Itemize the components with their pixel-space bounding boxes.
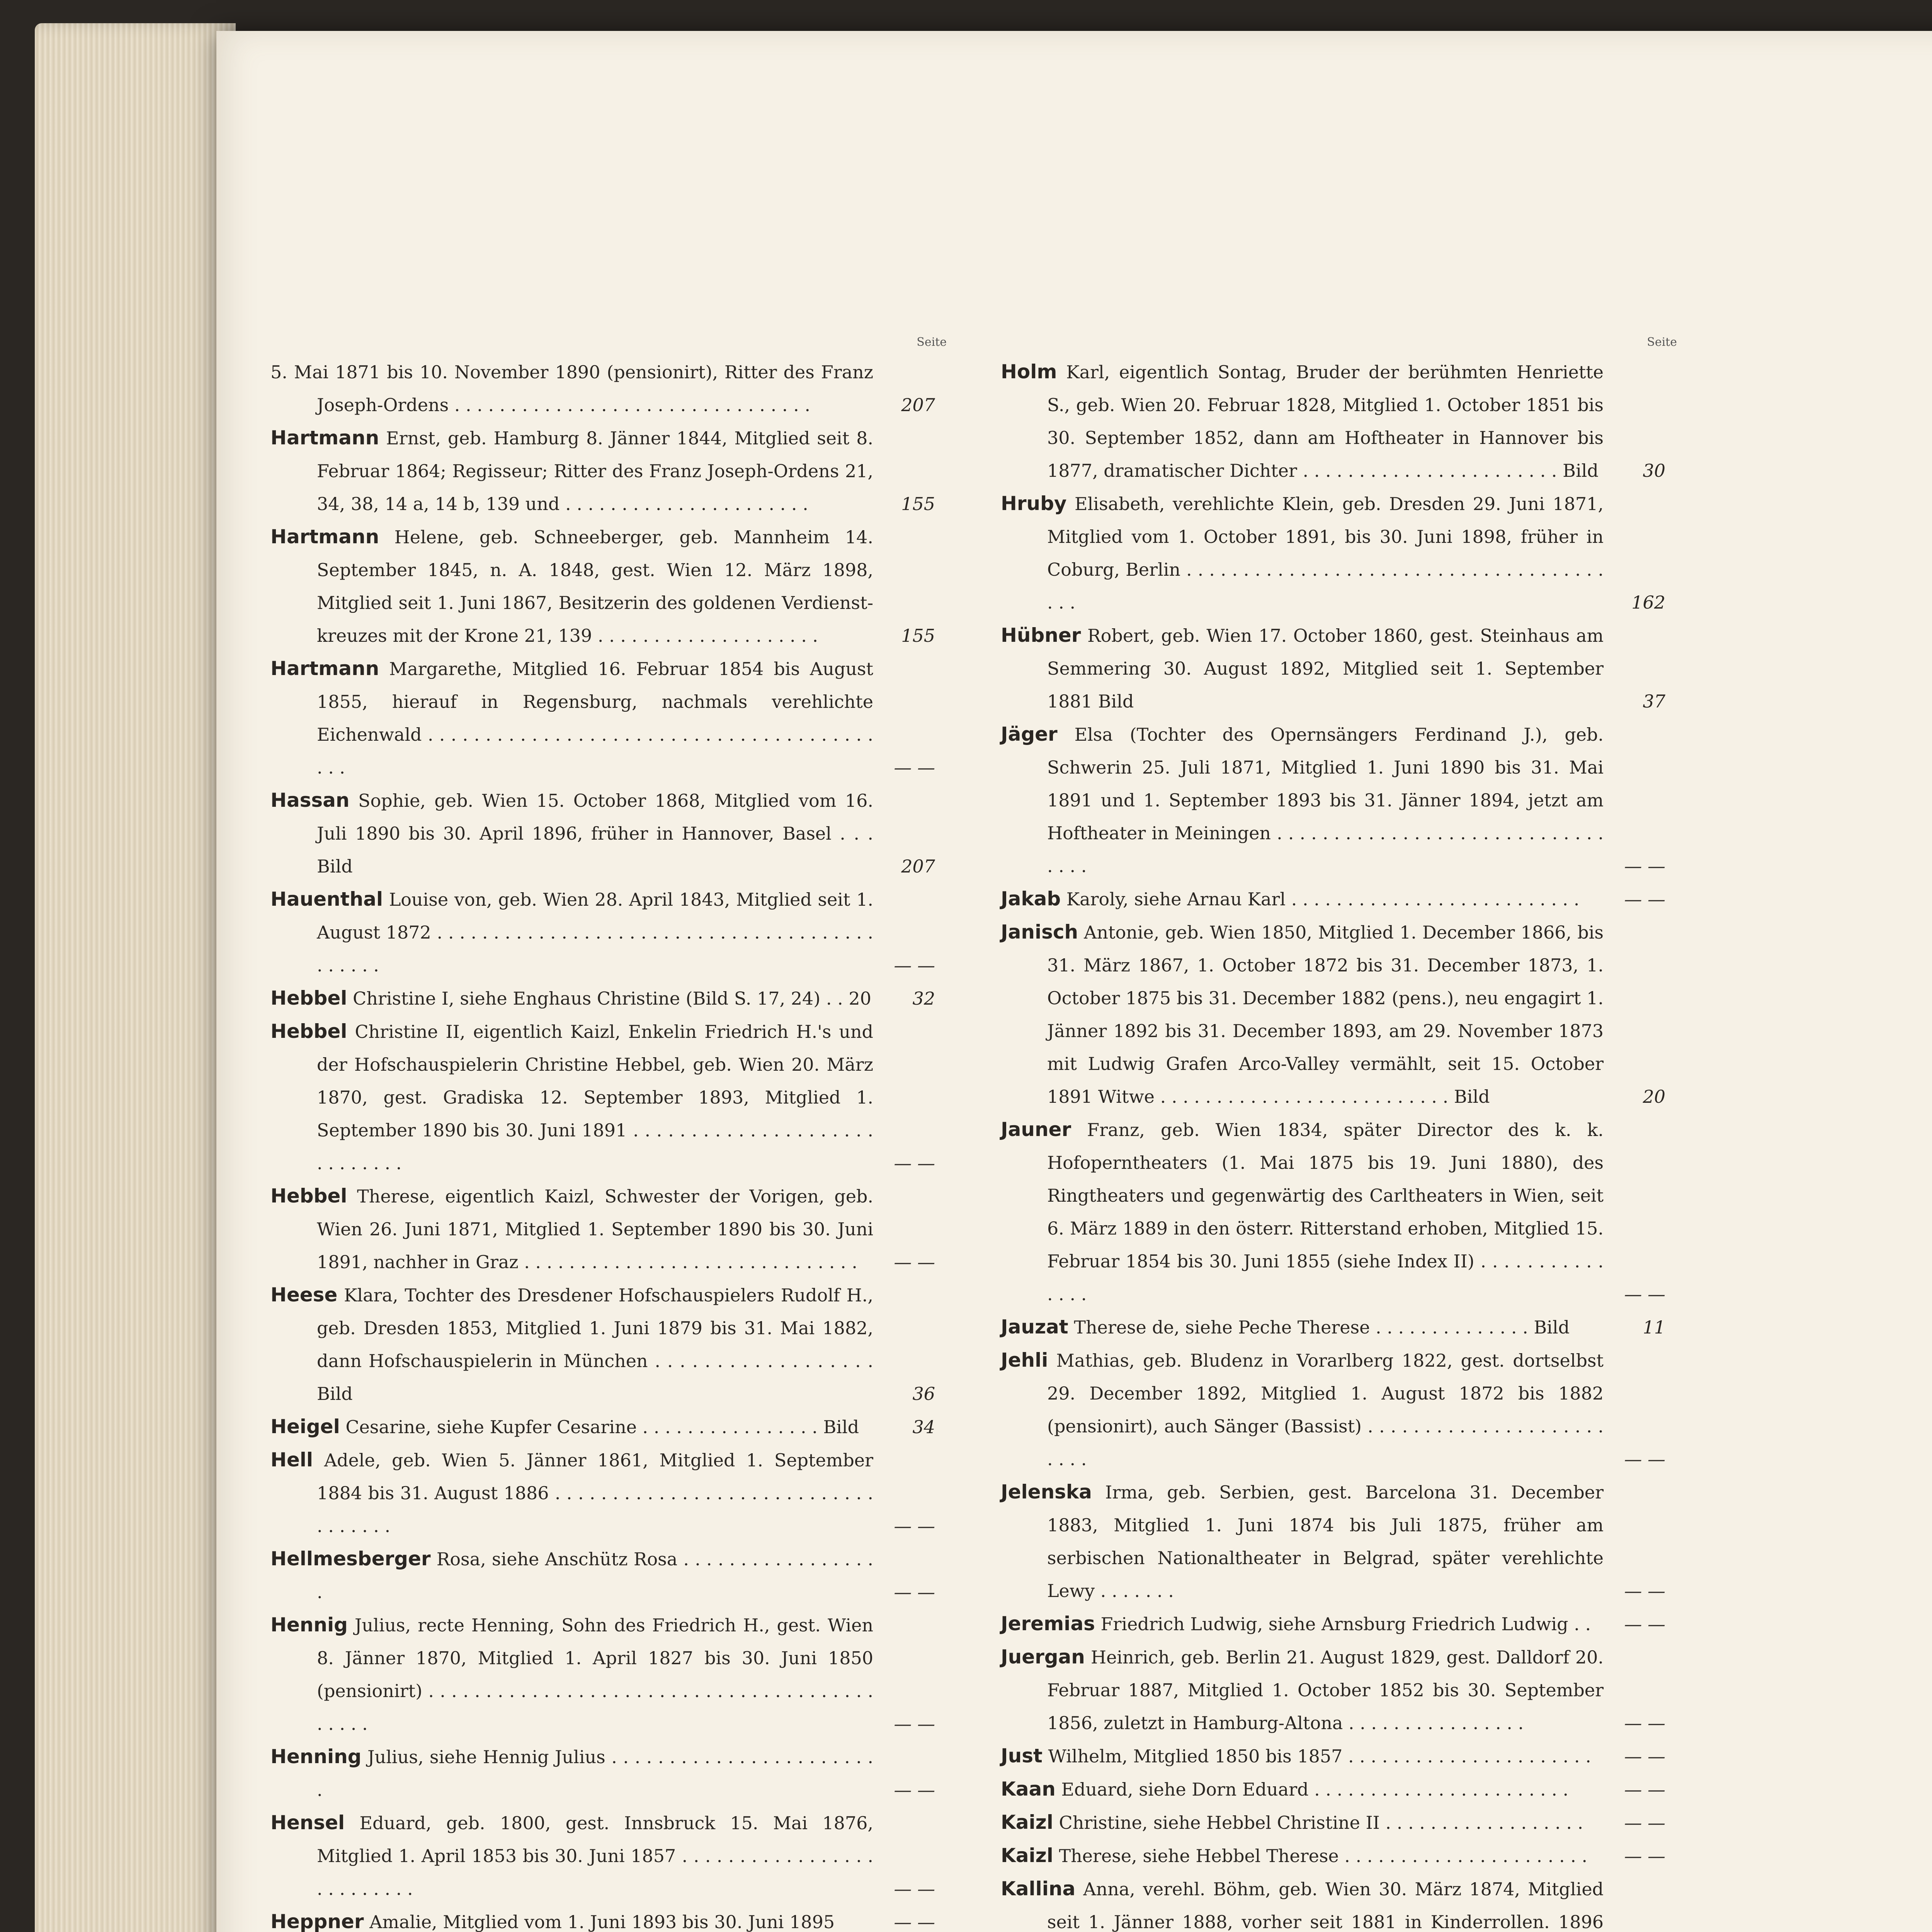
- entry-page-reference: — —: [894, 1515, 935, 1536]
- entry-text: Adele, geb. Wien 5. Jänner 1861, Mitglied 1. September 1884 bis 31. August 1886 . . . . . . . . . . . . . . . . . . . . . . . . . . . . . . . . . . .: [313, 1450, 873, 1536]
- entry-name: Kaizl: [1001, 1811, 1053, 1833]
- entry-page-reference: — —: [894, 1878, 935, 1899]
- index-entry: [270, 982, 935, 1015]
- entry-text: Klara, Tochter des Dresdener Hofschauspielers Rudolf H., geb. Dresden 1853, Mitglied 1. Juni 1879 bis 31. Mai 1882, dann Hofschauspielerin in München . . . . . . . . . . . . . . . . . . Bild: [317, 1285, 873, 1404]
- index-entry: [1001, 1113, 1665, 1311]
- entry-name: Kaizl: [1001, 1844, 1053, 1867]
- entry-text: Christine, siehe Hebbel Christine II . . . . . . . . . . . . . . . . . .: [1053, 1812, 1583, 1833]
- index-entry: [270, 1905, 935, 1932]
- entry-page-reference: — —: [1624, 1284, 1665, 1304]
- entry-text: Helene, geb. Schneeberger, geb. Mannheim 14. September 1845, n. A. 1848, gest. Wien 12. März 1898, Mitglied seit 1. Juni 1867, Besitzerin des goldenen Verdienst-kreuzes mit der Krone 21, 139 . . . . . . . . . . . . . . . . . . . .: [317, 527, 873, 646]
- index-entry: [270, 1015, 935, 1180]
- entry-name: Just: [1001, 1745, 1043, 1767]
- entry-text: Christine II, eigentlich Kaizl, Enkelin Friedrich H.'s und der Hofschauspielerin Christine Hebbel, geb. Wien 20. März 1870, gest. Gradiska 12. September 1893, Mitglied 1. September 1890 bis 30. Juni 1891 . . . . . . . . . . . . . . . . . . . . . . . . . . . . .: [317, 1021, 873, 1173]
- index-entry: [1001, 355, 1665, 487]
- left-column: [270, 335, 947, 1932]
- index-entry: [1001, 619, 1665, 718]
- entry-text: Sophie, geb. Wien 15. October 1868, Mitglied vom 16. Juli 1890 bis 30. April 1896, früher in Hannover, Basel . . . Bild: [317, 790, 873, 877]
- entry-text: Irma, geb. Serbien, gest. Barcelona 31. December 1883, Mitglied 1. Juni 1874 bis Juli 1875, früher am serbischen Nationaltheater in Belgrad, später verehlichte Lewy . . . . . . .: [1047, 1482, 1604, 1601]
- entry-page-reference: — —: [1624, 855, 1665, 876]
- entry-text: Therese, eigentlich Kaizl, Schwester der Vorigen, geb. Wien 26. Juni 1871, Mitglied 1. September 1890 bis 30. Juni 1891, nachher in Graz . . . . . . . . . . . . . . . . . . . . . . . . . . . . . .: [317, 1186, 873, 1272]
- entry-text: Ernst, geb. Hamburg 8. Jänner 1844, Mitglied seit 8. Februar 1864; Regisseur; Ritter des Franz Joseph-Ordens 21, 34, 38, 14 a, 14 b, 139 und . . . . . . . . . . . . . . . . . . . . . .: [317, 428, 873, 514]
- entry-name: Hell: [270, 1449, 313, 1471]
- entry-page-reference: — —: [1624, 1449, 1665, 1469]
- entry-name: Heigel: [270, 1415, 340, 1438]
- seite-label-left: Seite: [917, 335, 947, 349]
- entry-text: Karl, eigentlich Sontag, Bruder der berühmten Henriette S., geb. Wien 20. Februar 1828, Mitglied 1. October 1851 bis 30. September 1852, dann am Hoftheater in Hannover bis 1877, dramatischer Dichter . . . . . . . . . . . . . . . . . . . . . . . Bild: [1047, 362, 1604, 481]
- index-entry: [270, 883, 935, 982]
- entry-page-reference: — —: [1624, 1845, 1665, 1866]
- entry-text: Friedrich Ludwig, siehe Arnsburg Friedrich Ludwig . .: [1095, 1614, 1591, 1634]
- entry-text: Julius, recte Henning, Sohn des Friedrich H., gest. Wien 8. Jänner 1870, Mitglied 1. April 1827 bis 30. Juni 1850 (pensionirt) . . . . . . . . . . . . . . . . . . . . . . . . . . . . . . . . . . . . . . . . . . . .: [317, 1615, 873, 1734]
- entry-text: Franz, geb. Wien 1834, später Director des k. k. Hofoperntheaters (1. Mai 1875 bis 19. Juni 1880), des Ringtheaters und gegenwärtig des Carltheaters in Wien, seit 6. März 1889 in den österr. Ritterstand erhoben, Mitglied 15. Februar 1854 bis 30. Juni 1855 (siehe Index II) . . . . . . . . . . . . . . .: [1047, 1119, 1604, 1304]
- index-entry: [270, 1180, 935, 1279]
- index-entry: [270, 1444, 935, 1543]
- entry-name: Holm: [1001, 361, 1057, 383]
- entry-page-reference: — —: [894, 1153, 935, 1173]
- entry-text: Julius, siehe Hennig Julius . . . . . . . . . . . . . . . . . . . . . . . .: [317, 1747, 873, 1800]
- index-entry: [270, 1806, 935, 1905]
- index-entry: [1001, 1806, 1665, 1839]
- entry-text: Mathias, geb. Bludenz in Vorarlberg 1822, gest. dortselbst 29. December 1892, Mitglied 1. August 1872 bis 1882 (pensionirt), auch Sänger (Bassist) . . . . . . . . . . . . . . . . . . . . . . . . .: [1047, 1350, 1604, 1469]
- index-entry: [270, 355, 935, 422]
- entry-page-reference: 162: [1631, 592, 1665, 613]
- entry-name: Hassan: [270, 789, 350, 811]
- entry-name: Hartmann: [270, 526, 379, 548]
- index-entry: [1001, 916, 1665, 1113]
- entry-page-reference: 11: [1643, 1317, 1665, 1338]
- index-entry: [270, 422, 935, 520]
- entry-text: Eduard, geb. 1800, gest. Innsbruck 15. Mai 1876, Mitglied 1. April 1853 bis 30. Juni 1857 . . . . . . . . . . . . . . . . . . . . . . . . . .: [317, 1813, 873, 1899]
- entry-text: Margarethe, Mitglied 16. Februar 1854 bis August 1855, hierauf in Regensburg, nachmals verehlichte Eichenwald . . . . . . . . . . . . . . . . . . . . . . . . . . . . . . . . . . . . . . . . . .: [317, 658, 873, 778]
- entry-page-reference: 155: [901, 625, 935, 646]
- entry-name: Kallina: [1001, 1878, 1076, 1900]
- entry-name: Hartmann: [270, 657, 379, 680]
- entry-page-reference: 207: [901, 395, 935, 415]
- entry-page-reference: — —: [1624, 889, 1665, 910]
- entry-name: Jäger: [1001, 723, 1058, 745]
- entry-text: Wilhelm, Mitglied 1850 bis 1857 . . . . . . . . . . . . . . . . . . . . . .: [1042, 1746, 1591, 1767]
- index-entry: [1001, 1872, 1665, 1932]
- entry-name: Hauenthal: [270, 888, 383, 910]
- entry-name: Hebbel: [270, 987, 347, 1009]
- entry-page-reference: 207: [901, 856, 935, 877]
- entry-page-reference: — —: [1624, 1580, 1665, 1601]
- entry-name: Jehli: [1001, 1349, 1048, 1371]
- entry-page-reference: — —: [894, 955, 935, 976]
- index-entry: [270, 1410, 935, 1444]
- index-entry: [1001, 487, 1665, 619]
- index-entry: [270, 1279, 935, 1410]
- index-entry: [1001, 1607, 1665, 1641]
- entry-page-reference: 36: [912, 1383, 935, 1404]
- entry-text: 5. Mai 1871 bis 10. November 1890 (pensionirt), Ritter des Franz Joseph-Ordens . . . . . . . . . . . . . . . . . . . . . . . . . . . . . . . .: [270, 362, 873, 415]
- entry-name: Hruby: [1001, 492, 1067, 515]
- index-entry: [270, 1609, 935, 1740]
- entry-page-reference: 37: [1643, 691, 1665, 712]
- book-page-edges: [35, 23, 236, 1932]
- entry-page-reference: — —: [1624, 1614, 1665, 1634]
- entry-name: Jauzat: [1001, 1316, 1068, 1338]
- entry-text: Anna, verehl. Böhm, geb. Wien 30. März 1874, Mitglied seit 1. Jänner 1888, vorher seit 1881 in Kinderrollen. 1896: [1047, 1879, 1604, 1932]
- entry-text: Karoly, siehe Arnau Karl . . . . . . . . . . . . . . . . . . . . . . . . . .: [1061, 889, 1580, 910]
- index-entry: [1001, 1773, 1665, 1806]
- entry-name: Hebbel: [270, 1185, 347, 1207]
- entry-page-reference: 30: [1643, 460, 1665, 481]
- entry-name: Kaan: [1001, 1778, 1056, 1800]
- entry-text: Rosa, siehe Anschütz Rosa . . . . . . . . . . . . . . . . . .: [317, 1549, 873, 1602]
- entry-page-reference: — —: [1624, 1746, 1665, 1767]
- seite-label-right: Seite: [1647, 335, 1677, 349]
- entry-name: Jakab: [1001, 888, 1061, 910]
- entry-name: Hübner: [1001, 624, 1081, 646]
- index-entry: [270, 520, 935, 652]
- entry-text: Christine I, siehe Enghaus Christine (Bild S. 17, 24) . . 20: [347, 988, 871, 1009]
- entry-name: Jauner: [1001, 1118, 1071, 1141]
- entry-name: Heppner: [270, 1910, 364, 1932]
- index-entry: [1001, 1839, 1665, 1872]
- entry-name: Hebbel: [270, 1020, 347, 1043]
- index-entry: [1001, 1344, 1665, 1476]
- entry-page-reference: — —: [1624, 1812, 1665, 1833]
- entry-page-reference: — —: [1624, 1713, 1665, 1733]
- entry-text: Robert, geb. Wien 17. October 1860, gest. Steinhaus am Semmering 30. August 1892, Mitglied seit 1. September 1881 Bild: [1047, 625, 1604, 712]
- index-entry: [1001, 1311, 1665, 1344]
- index-entry: [270, 652, 935, 784]
- entry-page-reference: — —: [894, 1713, 935, 1734]
- index-entry: [270, 1740, 935, 1806]
- index-entry: [1001, 883, 1665, 916]
- entry-name: Heese: [270, 1284, 338, 1306]
- entry-text: Louise von, geb. Wien 28. April 1843, Mitglied seit 1. August 1872 . . . . . . . . . . . . . . . . . . . . . . . . . . . . . . . . . . . . . . . . . . . . .: [317, 889, 873, 976]
- entry-text: Heinrich, geb. Berlin 21. August 1829, gest. Dalldorf 20. Februar 1887, Mitglied 1. October 1852 bis 30. September 1856, zuletzt in Hamburg-Altona . . . . . . . . . . . . . . . .: [1047, 1647, 1604, 1733]
- entry-page-reference: — —: [894, 757, 935, 778]
- entry-name: Hensel: [270, 1811, 345, 1834]
- entry-name: Hennig: [270, 1614, 348, 1636]
- entry-page-reference: 32: [912, 988, 935, 1009]
- index-entry: [1001, 1476, 1665, 1607]
- entry-name: Juergan: [1001, 1646, 1085, 1668]
- entry-page-reference: — —: [894, 1582, 935, 1602]
- entry-text: Elsa (Tochter des Opernsängers Ferdinand J.), geb. Schwerin 25. Juli 1871, Mitglied 1. Juni 1890 bis 31. Mai 1891 und 1. September 1893 bis 31. Jänner 1894, jetzt am Hoftheater in Meiningen . . . . . . . . . . . . . . . . . . . . . . . . . . . . . . . . .: [1047, 724, 1604, 876]
- entry-name: Hellmesberger: [270, 1548, 431, 1570]
- entry-page-reference: 34: [912, 1417, 935, 1437]
- entry-text: Cesarine, siehe Kupfer Cesarine . . . . . . . . . . . . . . . . Bild: [340, 1417, 859, 1437]
- index-entry: [1001, 1641, 1665, 1740]
- entry-name: Jelenska: [1001, 1481, 1092, 1503]
- entry-text: Amalie, Mitglied vom 1. Juni 1893 bis 30. Juni 1895: [364, 1912, 835, 1932]
- entry-page-reference: 155: [901, 493, 935, 514]
- entry-name: Henning: [270, 1745, 362, 1768]
- entry-page-reference: — —: [894, 1912, 935, 1932]
- index-entry: [270, 1543, 935, 1609]
- entry-name: Hartmann: [270, 427, 379, 449]
- right-entry-list: [1001, 355, 1665, 1932]
- index-entry: [1001, 718, 1665, 883]
- index-entry: [270, 784, 935, 883]
- index-entry: [1001, 1740, 1665, 1773]
- entry-text: Therese de, siehe Peche Therese . . . . . . . . . . . . . . Bild: [1068, 1317, 1570, 1338]
- entry-text: Eduard, siehe Dorn Eduard . . . . . . . . . . . . . . . . . . . . . . .: [1055, 1779, 1569, 1800]
- entry-name: Jeremias: [1001, 1612, 1095, 1635]
- left-entry-list: [270, 355, 935, 1932]
- entry-page-reference: — —: [894, 1252, 935, 1272]
- entry-page-reference: 20: [1643, 1086, 1665, 1107]
- right-column: [1001, 335, 1677, 1932]
- entry-name: Janisch: [1001, 921, 1078, 943]
- entry-page-reference: — —: [894, 1779, 935, 1800]
- entry-text: Therese, siehe Hebbel Therese . . . . . . . . . . . . . . . . . . . . . .: [1053, 1845, 1588, 1866]
- entry-text: Antonie, geb. Wien 1850, Mitglied 1. December 1866, bis 31. März 1867, 1. October 1872 bis 31. December 1873, 1. October 1875 bis 31. December 1882 (pens.), neu engagirt 1. Jänner 1892 bis 31. December 1893, am 29. November 1873 mit Ludwig Grafen Arco-Valley vermählt, seit 15. October 1891 Witwe . . . . . . . . . . . . . . . . . . . . . . . . . . Bild: [1047, 922, 1604, 1107]
- entry-page-reference: — —: [1624, 1779, 1665, 1800]
- entry-text: Elisabeth, verehlichte Klein, geb. Dresden 29. Juni 1871, Mitglied vom 1. October 1891, bis 30. Juni 1898, früher in Coburg, Berlin . . . . . . . . . . . . . . . . . . . . . . . . . . . . . . . . . . . . . . . .: [1047, 493, 1604, 613]
